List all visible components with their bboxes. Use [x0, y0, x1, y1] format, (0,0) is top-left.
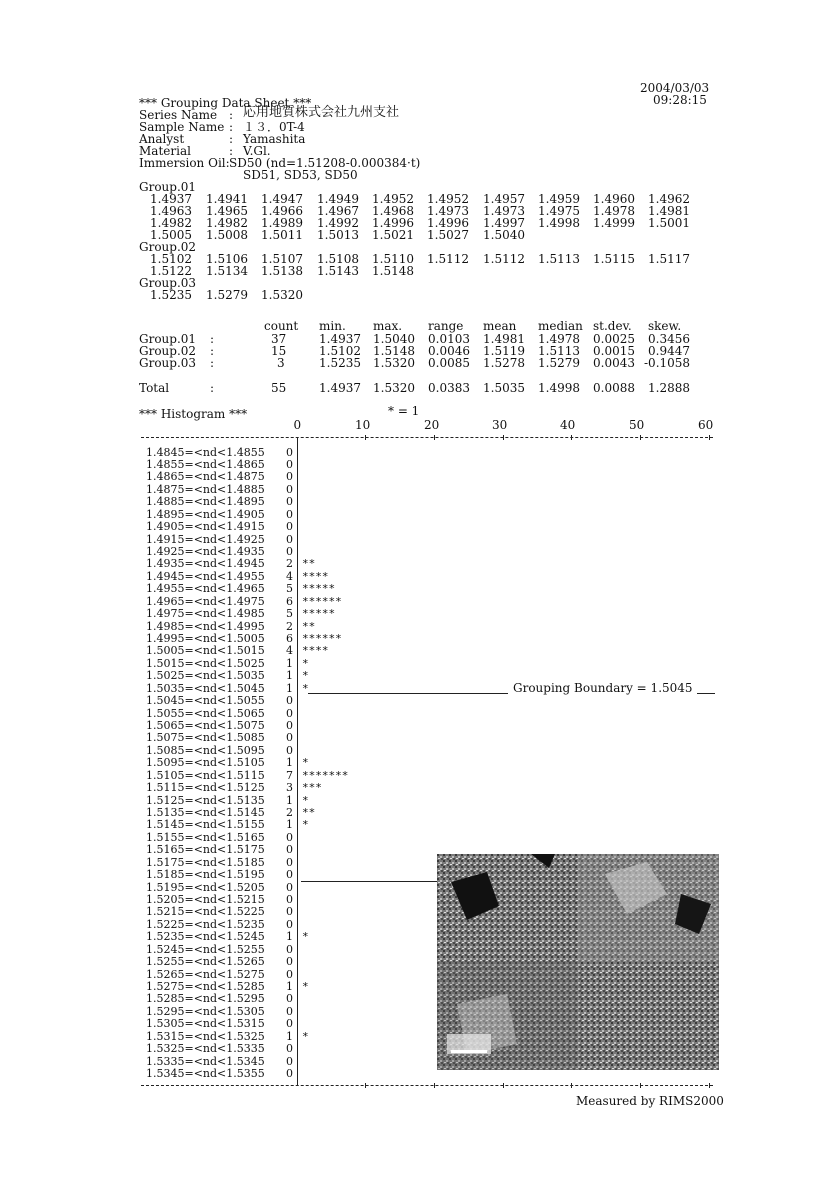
bin-bar: *: [302, 681, 309, 695]
bin-count: 2: [286, 557, 293, 571]
stats-value: 0.0088: [593, 381, 635, 395]
group-value: 1.5279: [206, 288, 248, 302]
bin-range: 1.4915=<nd<1.4925: [146, 532, 265, 546]
bin-count: 2: [286, 805, 293, 819]
bin-range: 1.5145=<nd<1.5155: [146, 818, 265, 832]
axis-tick-label: 60: [698, 418, 714, 432]
field-value-oil: SD50 (nd=1.51208-0.000384·t): [229, 156, 421, 170]
histogram-scale-note: * = 1: [388, 404, 420, 418]
bin-count: 0: [286, 731, 293, 745]
bin-range: 1.5035=<nd<1.5045: [146, 681, 265, 695]
axis-tick: [640, 435, 641, 440]
axis-tick: [365, 435, 366, 440]
bin-count: 0: [286, 855, 293, 869]
group-value: 1.5001: [648, 216, 690, 230]
stats-value: 1.4978: [538, 332, 580, 346]
histogram-zero-line: [297, 437, 298, 1085]
footer-measured-by: Measured by RIMS2000: [576, 1094, 724, 1108]
bin-count: 0: [286, 470, 293, 484]
bin-range: 1.4885=<nd<1.4895: [146, 495, 265, 509]
bin-count: 0: [286, 830, 293, 844]
bin-count: 1: [286, 793, 293, 807]
field-label-material: Material: [139, 144, 191, 158]
bin-range: 1.5245=<nd<1.5255: [146, 942, 265, 956]
stats-row-sep: :: [210, 381, 215, 395]
bin-count: 1: [286, 669, 293, 683]
bin-bar: *: [302, 756, 309, 770]
axis-tick: [365, 1083, 366, 1088]
stats-header: min.: [319, 319, 346, 333]
bin-range: 1.5105=<nd<1.5115: [146, 768, 265, 782]
stats-row-sep: :: [210, 344, 215, 358]
field-sep-series: :: [229, 108, 234, 122]
group-value: 1.4992: [317, 216, 359, 230]
stats-header: st.dev.: [593, 319, 632, 333]
bin-count: 0: [286, 892, 293, 906]
bin-bar: *: [302, 656, 309, 670]
bin-count: 0: [286, 520, 293, 534]
group-value: 1.4996: [427, 216, 469, 230]
bin-range: 1.5225=<nd<1.5235: [146, 917, 265, 931]
bin-count: 1: [286, 1029, 293, 1043]
axis-tick: [571, 435, 572, 440]
bin-range: 1.5025=<nd<1.5035: [146, 669, 265, 683]
bin-range: 1.5285=<nd<1.5295: [146, 992, 265, 1006]
stats-row-sep: :: [210, 332, 215, 346]
group-value: 1.4952: [427, 192, 469, 206]
bin-range: 1.5175=<nd<1.5185: [146, 855, 265, 869]
stats-header: range: [428, 319, 464, 333]
bin-count: 1: [286, 656, 293, 670]
bin-range: 1.5095=<nd<1.5105: [146, 756, 265, 770]
stats-value: 15: [271, 344, 287, 358]
group-value: 1.5021: [372, 228, 414, 242]
histogram-top-axis: [141, 437, 713, 438]
group-value: 1.5113: [538, 252, 580, 266]
field-value-sample: １３．0T-4: [243, 120, 305, 134]
group-value: 1.5115: [593, 252, 635, 266]
stats-value: 0.3456: [648, 332, 690, 346]
bin-bar: ****: [302, 644, 329, 658]
bin-range: 1.5165=<nd<1.5175: [146, 843, 265, 857]
bin-range: 1.5205=<nd<1.5215: [146, 892, 265, 906]
stats-value: 0.0383: [428, 381, 470, 395]
group-value: 1.4982: [150, 216, 192, 230]
bin-count: 0: [286, 718, 293, 732]
axis-tick: [434, 435, 435, 440]
stats-header: mean: [483, 319, 517, 333]
group-value: 1.4963: [150, 204, 192, 218]
bin-range: 1.5185=<nd<1.5195: [146, 868, 265, 882]
bin-count: 0: [286, 942, 293, 956]
stats-value: 0.0103: [428, 332, 470, 346]
group-value: 1.5112: [427, 252, 469, 266]
field-sep-material: :: [229, 144, 234, 158]
group-value: 1.4960: [593, 192, 635, 206]
bin-count: 4: [286, 644, 293, 658]
stats-value: 1.5320: [373, 356, 415, 370]
grouping-boundary-label: Grouping Boundary = 1.5045: [513, 681, 693, 695]
bin-count: 6: [286, 594, 293, 608]
bin-count: 0: [286, 1017, 293, 1031]
group-value: 1.4966: [261, 204, 303, 218]
axis-tick-label: 40: [560, 418, 576, 432]
bin-range: 1.4895=<nd<1.4905: [146, 507, 265, 521]
bin-count: 0: [286, 880, 293, 894]
group-value: 1.4962: [648, 192, 690, 206]
stats-row-label: Total: [139, 381, 170, 395]
bin-range: 1.5335=<nd<1.5345: [146, 1054, 265, 1068]
group-value: 1.4981: [648, 204, 690, 218]
bin-count: 4: [286, 569, 293, 583]
field-sep-sample: :: [229, 120, 234, 134]
bin-bar: *: [302, 1029, 309, 1043]
axis-tick: [640, 1083, 641, 1088]
bin-count: 0: [286, 482, 293, 496]
stats-value: 0.0085: [428, 356, 470, 370]
bin-count: 0: [286, 1054, 293, 1068]
field-value-material: V.Gl.: [243, 144, 271, 158]
grouping-boundary-line: [308, 693, 508, 694]
bin-count: 1: [286, 681, 293, 695]
group-value: 1.5117: [648, 252, 690, 266]
stats-row-label: Group.02: [139, 344, 197, 358]
group-value: 1.5005: [150, 228, 192, 242]
group-value: 1.5027: [427, 228, 469, 242]
bin-count: 1: [286, 818, 293, 832]
axis-tick: [503, 435, 504, 440]
axis-tick: [709, 435, 710, 440]
axis-tick-label: 0: [293, 418, 302, 432]
stats-value: 1.4937: [319, 381, 361, 395]
bin-range: 1.5235=<nd<1.5245: [146, 930, 265, 944]
bin-count: 0: [286, 917, 293, 931]
group-value: 1.5008: [206, 228, 248, 242]
group-value: 1.5112: [483, 252, 525, 266]
group-value: 1.4973: [483, 204, 525, 218]
group-value: 1.4989: [261, 216, 303, 230]
bin-count: 7: [286, 768, 293, 782]
bin-range: 1.5275=<nd<1.5285: [146, 979, 265, 993]
stats-header: count: [264, 319, 299, 333]
grouping-boundary-line-2: [301, 881, 437, 882]
sheet-title: *** Grouping Data Sheet ***: [139, 96, 312, 110]
stats-value: 1.5040: [373, 332, 415, 346]
bin-count: 0: [286, 706, 293, 720]
group-value: 1.4968: [372, 204, 414, 218]
bin-count: 0: [286, 743, 293, 757]
bin-range: 1.5055=<nd<1.5065: [146, 706, 265, 720]
bin-count: 0: [286, 445, 293, 459]
group-value: 1.4967: [317, 204, 359, 218]
stats-value: 0.0046: [428, 344, 470, 358]
histogram-bottom-axis: [141, 1085, 713, 1086]
group-value: 1.5102: [150, 252, 192, 266]
bin-range: 1.5045=<nd<1.5055: [146, 694, 265, 708]
bin-count: 6: [286, 631, 293, 645]
group-value: 1.5138: [261, 264, 303, 278]
bin-range: 1.4865=<nd<1.4875: [146, 470, 265, 484]
bin-range: 1.4925=<nd<1.4935: [146, 544, 265, 558]
field-label-series: Series Name: [139, 108, 218, 122]
bin-bar: ****: [302, 569, 329, 583]
stats-value: 3: [277, 356, 285, 370]
group-value: 1.4947: [261, 192, 303, 206]
group-value: 1.5320: [261, 288, 303, 302]
report-time: 09:28:15: [653, 93, 707, 107]
bin-range: 1.5015=<nd<1.5025: [146, 656, 265, 670]
bin-count: 0: [286, 1004, 293, 1018]
histogram-title: *** Histogram ***: [139, 407, 248, 421]
stats-value: 1.5320: [373, 381, 415, 395]
bin-count: 0: [286, 843, 293, 857]
bin-count: 0: [286, 1042, 293, 1056]
stats-row-label: Group.03: [139, 356, 197, 370]
bin-range: 1.5255=<nd<1.5265: [146, 955, 265, 969]
stats-header: skew.: [648, 319, 682, 333]
bin-count: 5: [286, 607, 293, 621]
bin-count: 0: [286, 868, 293, 882]
group-value: 1.4952: [372, 192, 414, 206]
field-value-analyst: Yamashita: [243, 132, 306, 146]
group-value: 1.4949: [317, 192, 359, 206]
bin-bar: *: [302, 979, 309, 993]
group-value: 1.5107: [261, 252, 303, 266]
stats-value: 37: [271, 332, 287, 346]
bin-range: 1.5115=<nd<1.5125: [146, 781, 265, 795]
stats-value: 1.5279: [538, 356, 580, 370]
stats-row-sep: :: [210, 356, 215, 370]
bin-count: 0: [286, 905, 293, 919]
group-label: Group.01: [139, 180, 197, 194]
group-value: 1.4996: [372, 216, 414, 230]
stats-value: 0.0025: [593, 332, 635, 346]
group-value: 1.4978: [593, 204, 635, 218]
group-value: 1.4975: [538, 204, 580, 218]
group-value: 1.5134: [206, 264, 248, 278]
bin-range: 1.4945=<nd<1.4955: [146, 569, 265, 583]
axis-tick-label: 50: [629, 418, 645, 432]
bin-count: 0: [286, 532, 293, 546]
bin-range: 1.4855=<nd<1.4865: [146, 457, 265, 471]
bin-range: 1.5195=<nd<1.5205: [146, 880, 265, 894]
bin-range: 1.5295=<nd<1.5305: [146, 1004, 265, 1018]
axis-tick: [709, 1083, 710, 1088]
bin-range: 1.5315=<nd<1.5325: [146, 1029, 265, 1043]
bin-range: 1.4975=<nd<1.4985: [146, 607, 265, 621]
grouping-boundary-line-end: [697, 693, 715, 694]
bin-count: 2: [286, 619, 293, 633]
bin-range: 1.5305=<nd<1.5315: [146, 1017, 265, 1031]
group-value: 1.4998: [538, 216, 580, 230]
bin-range: 1.4905=<nd<1.4915: [146, 520, 265, 534]
bin-range: 1.4995=<nd<1.5005: [146, 631, 265, 645]
report-date: 2004/03/03: [640, 81, 710, 95]
axis-tick-label: 10: [355, 418, 371, 432]
stats-row-label: Group.01: [139, 332, 197, 346]
stats-value: 0.0043: [593, 356, 635, 370]
group-value: 1.5011: [261, 228, 303, 242]
bin-range: 1.4875=<nd<1.4885: [146, 482, 265, 496]
stats-value: 1.5119: [483, 344, 525, 358]
bin-bar: *: [302, 818, 309, 832]
group-value: 1.5106: [206, 252, 248, 266]
group-value: 1.5110: [372, 252, 414, 266]
field-value-oil-line2: SD51, SD53, SD50: [243, 168, 358, 182]
bin-range: 1.5005=<nd<1.5015: [146, 644, 265, 658]
group-value: 1.4957: [483, 192, 525, 206]
group-value: 1.5040: [483, 228, 525, 242]
field-sep-analyst: :: [229, 132, 234, 146]
bin-bar: ***: [302, 781, 322, 795]
bin-range: 1.5085=<nd<1.5095: [146, 743, 265, 757]
bin-count: 0: [286, 457, 293, 471]
bin-range: 1.5325=<nd<1.5335: [146, 1042, 265, 1056]
bin-count: 0: [286, 955, 293, 969]
bin-range: 1.4845=<nd<1.4855: [146, 445, 265, 459]
stats-value: 55: [271, 381, 287, 395]
field-value-series: 応用地質株式会社九州支社: [243, 105, 400, 120]
bin-bar: **: [302, 619, 316, 633]
bin-bar: *: [302, 793, 309, 807]
bin-bar: *****: [302, 607, 336, 621]
bin-count: 0: [286, 967, 293, 981]
bin-range: 1.5075=<nd<1.5085: [146, 731, 265, 745]
bin-count: 0: [286, 495, 293, 509]
bin-range: 1.5155=<nd<1.5165: [146, 830, 265, 844]
stats-value: 1.4937: [319, 332, 361, 346]
bin-bar: **: [302, 805, 316, 819]
bin-range: 1.5135=<nd<1.5145: [146, 805, 265, 819]
group-value: 1.4973: [427, 204, 469, 218]
group-value: 1.5108: [317, 252, 359, 266]
stats-header: max.: [373, 319, 403, 333]
axis-tick-label: 30: [492, 418, 508, 432]
bin-count: 0: [286, 694, 293, 708]
group-value: 1.4959: [538, 192, 580, 206]
stats-value: 1.4998: [538, 381, 580, 395]
field-label-oil: Immersion Oil:: [139, 156, 230, 170]
group-label: Group.03: [139, 276, 197, 290]
bin-range: 1.5065=<nd<1.5075: [146, 718, 265, 732]
field-label-sample: Sample Name: [139, 120, 225, 134]
bin-range: 1.4965=<nd<1.4975: [146, 594, 265, 608]
bin-range: 1.4985=<nd<1.4995: [146, 619, 265, 633]
bin-bar: *****: [302, 582, 336, 596]
bin-count: 1: [286, 930, 293, 944]
bin-range: 1.5215=<nd<1.5225: [146, 905, 265, 919]
stats-value: 1.5035: [483, 381, 525, 395]
field-label-analyst: Analyst: [139, 132, 185, 146]
group-value: 1.4999: [593, 216, 635, 230]
group-value: 1.5235: [150, 288, 192, 302]
bin-bar: **: [302, 557, 316, 571]
axis-tick: [434, 1083, 435, 1088]
bin-bar: *: [302, 669, 309, 683]
group-value: 1.4982: [206, 216, 248, 230]
stats-header: median: [538, 319, 583, 333]
micrograph-photo: [437, 854, 719, 1070]
bin-range: 1.5125=<nd<1.5135: [146, 793, 265, 807]
bin-count: 0: [286, 507, 293, 521]
axis-tick-label: 20: [424, 418, 440, 432]
group-value: 1.5143: [317, 264, 359, 278]
bin-range: 1.4955=<nd<1.4965: [146, 582, 265, 596]
bin-bar: ******: [302, 631, 342, 645]
stats-value: 1.5102: [319, 344, 361, 358]
group-value: 1.4941: [206, 192, 248, 206]
bin-count: 1: [286, 756, 293, 770]
group-value: 1.4997: [483, 216, 525, 230]
stats-value: 1.5113: [538, 344, 580, 358]
bin-range: 1.5345=<nd<1.5355: [146, 1067, 265, 1080]
bin-count: 3: [286, 781, 293, 795]
group-value: 1.5122: [150, 264, 192, 278]
stats-value: -0.1058: [644, 356, 691, 370]
stats-value: 1.2888: [648, 381, 690, 395]
bin-range: 1.4935=<nd<1.4945: [146, 557, 265, 571]
stats-value: 1.5235: [319, 356, 361, 370]
bin-count: 1: [286, 979, 293, 993]
stats-value: 0.9447: [648, 344, 690, 358]
axis-tick: [571, 1083, 572, 1088]
group-value: 1.4965: [206, 204, 248, 218]
bin-count: 5: [286, 582, 293, 596]
bin-count: 0: [286, 992, 293, 1006]
stats-value: 1.5278: [483, 356, 525, 370]
group-value: 1.5013: [317, 228, 359, 242]
bin-count: 0: [286, 1067, 293, 1080]
stats-value: 0.0015: [593, 344, 635, 358]
stats-value: 1.4981: [483, 332, 525, 346]
group-label: Group.02: [139, 240, 197, 254]
bin-bar: ******: [302, 594, 342, 608]
bin-range: 1.5265=<nd<1.5275: [146, 967, 265, 981]
axis-tick: [503, 1083, 504, 1088]
bin-bar: *******: [302, 768, 349, 782]
group-value: 1.4937: [150, 192, 192, 206]
stats-value: 1.5148: [373, 344, 415, 358]
group-value: 1.5148: [372, 264, 414, 278]
bin-bar: *: [302, 930, 309, 944]
bin-count: 0: [286, 544, 293, 558]
